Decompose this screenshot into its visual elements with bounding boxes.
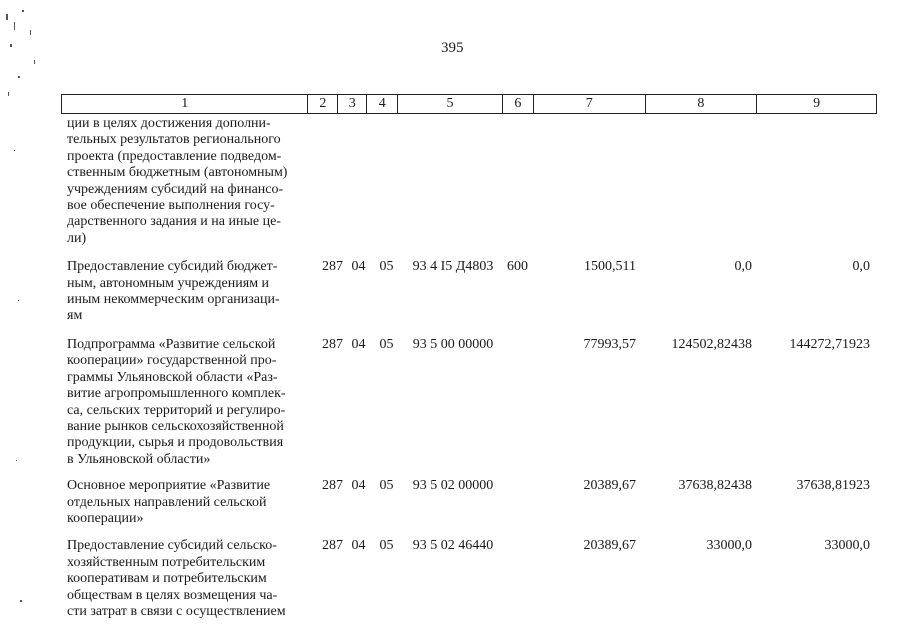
row-col-2: 287	[322, 336, 343, 352]
row-col-3: 04	[351, 478, 366, 494]
desc-line: кооперации» государственной про-	[67, 353, 277, 369]
header-col-8: 8	[646, 95, 758, 113]
row-col-3: 04	[351, 336, 366, 352]
desc-line: ным, автономным учреждениям и	[67, 275, 270, 291]
row-col-4: 05	[379, 538, 394, 554]
row-col-5: 93 5 02 46440	[412, 538, 494, 554]
header-col-5: 5	[398, 95, 503, 113]
row-col-7: 20389,67	[583, 478, 636, 494]
desc-line: ли)	[67, 230, 87, 246]
desc-line: са, сельских территорий и регулиро-	[67, 402, 286, 418]
desc-line: обществам в целях возмещения ча-	[67, 587, 278, 603]
row-col-3	[343, 116, 374, 247]
desc-line: Предоставление субсидий сельско-	[67, 538, 277, 554]
row-col-7: 77993,57	[583, 336, 636, 352]
row-col-8: 37638,82438	[678, 478, 752, 494]
desc-line: продукции, сырья и продовольствия	[67, 435, 284, 451]
desc-line: Предоставление субсидий бюджет-	[67, 259, 278, 275]
desc-line: вание рынков сельскохозяйственной	[67, 418, 284, 434]
desc-line: кооперации»	[67, 510, 144, 526]
page-number: 395	[441, 40, 464, 56]
table-row	[67, 337, 887, 468]
row-col-6	[507, 538, 536, 620]
desc-line: в Ульяновской области»	[67, 451, 211, 467]
desc-line: вое обеспечение выполнения госу-	[67, 198, 275, 214]
table-row	[67, 116, 887, 247]
desc-line: граммы Ульяновской области «Раз-	[67, 369, 278, 385]
row-col-9	[752, 116, 870, 247]
row-col-8: 124502,82438	[671, 336, 752, 352]
desc-line: отдельных направлений сельской	[67, 494, 267, 510]
row-col-8: 33000,0	[706, 538, 752, 554]
row-col-5: 93 4 I5 Д4803	[412, 259, 494, 275]
row-description	[67, 116, 305, 247]
desc-line: дарственного задания и на иные це-	[67, 214, 281, 230]
row-col-5	[399, 116, 507, 247]
table-header-row	[61, 94, 877, 114]
row-description	[67, 538, 305, 620]
header-col-4: 4	[367, 95, 398, 113]
desc-line: ции в целях достижения дополни-	[67, 116, 271, 131]
row-col-4: 05	[379, 336, 394, 352]
row-col-6	[507, 337, 536, 468]
row-col-6: 600	[507, 259, 528, 275]
row-col-2: 287	[322, 259, 343, 275]
row-col-6	[507, 116, 536, 247]
header-col-3: 3	[338, 95, 367, 113]
row-col-7: 1500,511	[584, 259, 636, 275]
row-col-5: 93 5 00 00000	[412, 336, 494, 352]
row-col-9: 33000,0	[824, 538, 870, 554]
row-col-8: 0,0	[734, 259, 752, 275]
desc-line: кооперативам и потребительским	[67, 571, 267, 587]
table-row	[67, 538, 887, 620]
desc-line: ственным бюджетным (автономным)	[67, 165, 288, 181]
row-description	[67, 259, 305, 325]
row-col-3: 04	[351, 538, 366, 554]
table-row	[67, 259, 887, 325]
row-col-2	[305, 116, 343, 247]
desc-line: витие агропромышленного комплек-	[67, 386, 286, 402]
row-col-4	[374, 116, 399, 247]
row-description	[67, 337, 305, 468]
row-col-8	[636, 116, 752, 247]
row-col-2: 287	[322, 538, 343, 554]
desc-line: ям	[67, 308, 83, 324]
row-col-2: 287	[322, 478, 343, 494]
desc-line: тельных результатов регионального	[67, 132, 281, 148]
row-col-7	[536, 116, 636, 247]
table-body	[67, 114, 887, 620]
desc-line: Подпрограмма «Развитие сельской	[67, 336, 276, 352]
scan-left-edge	[0, 0, 60, 640]
desc-line: проекта (предоставление подведом-	[67, 148, 282, 164]
row-description	[67, 478, 305, 527]
row-col-9: 0,0	[852, 259, 870, 275]
header-col-6: 6	[503, 95, 534, 113]
row-col-4: 05	[379, 478, 394, 494]
desc-line: Основное мероприятие «Развитие	[67, 478, 271, 494]
row-col-4: 05	[379, 259, 394, 275]
desc-line: иным некоммерческим организаци-	[67, 292, 280, 308]
row-col-5: 93 5 02 00000	[412, 478, 494, 494]
row-col-3: 04	[351, 259, 366, 275]
header-col-1: 1	[62, 95, 308, 113]
header-col-7: 7	[534, 95, 646, 113]
row-col-7: 20389,67	[583, 538, 636, 554]
header-col-9: 9	[813, 96, 821, 111]
desc-line: хозяйственным потребительским	[67, 554, 266, 570]
desc-line: сти затрат в связи с осуществлением	[67, 603, 286, 619]
table-row	[67, 478, 887, 527]
row-col-9: 144272,71923	[789, 336, 870, 352]
header-col-2: 2	[308, 95, 338, 113]
row-col-9: 37638,81923	[796, 478, 870, 494]
desc-line: учреждениям субсидий на финансо-	[67, 181, 284, 197]
row-col-6	[507, 478, 536, 527]
